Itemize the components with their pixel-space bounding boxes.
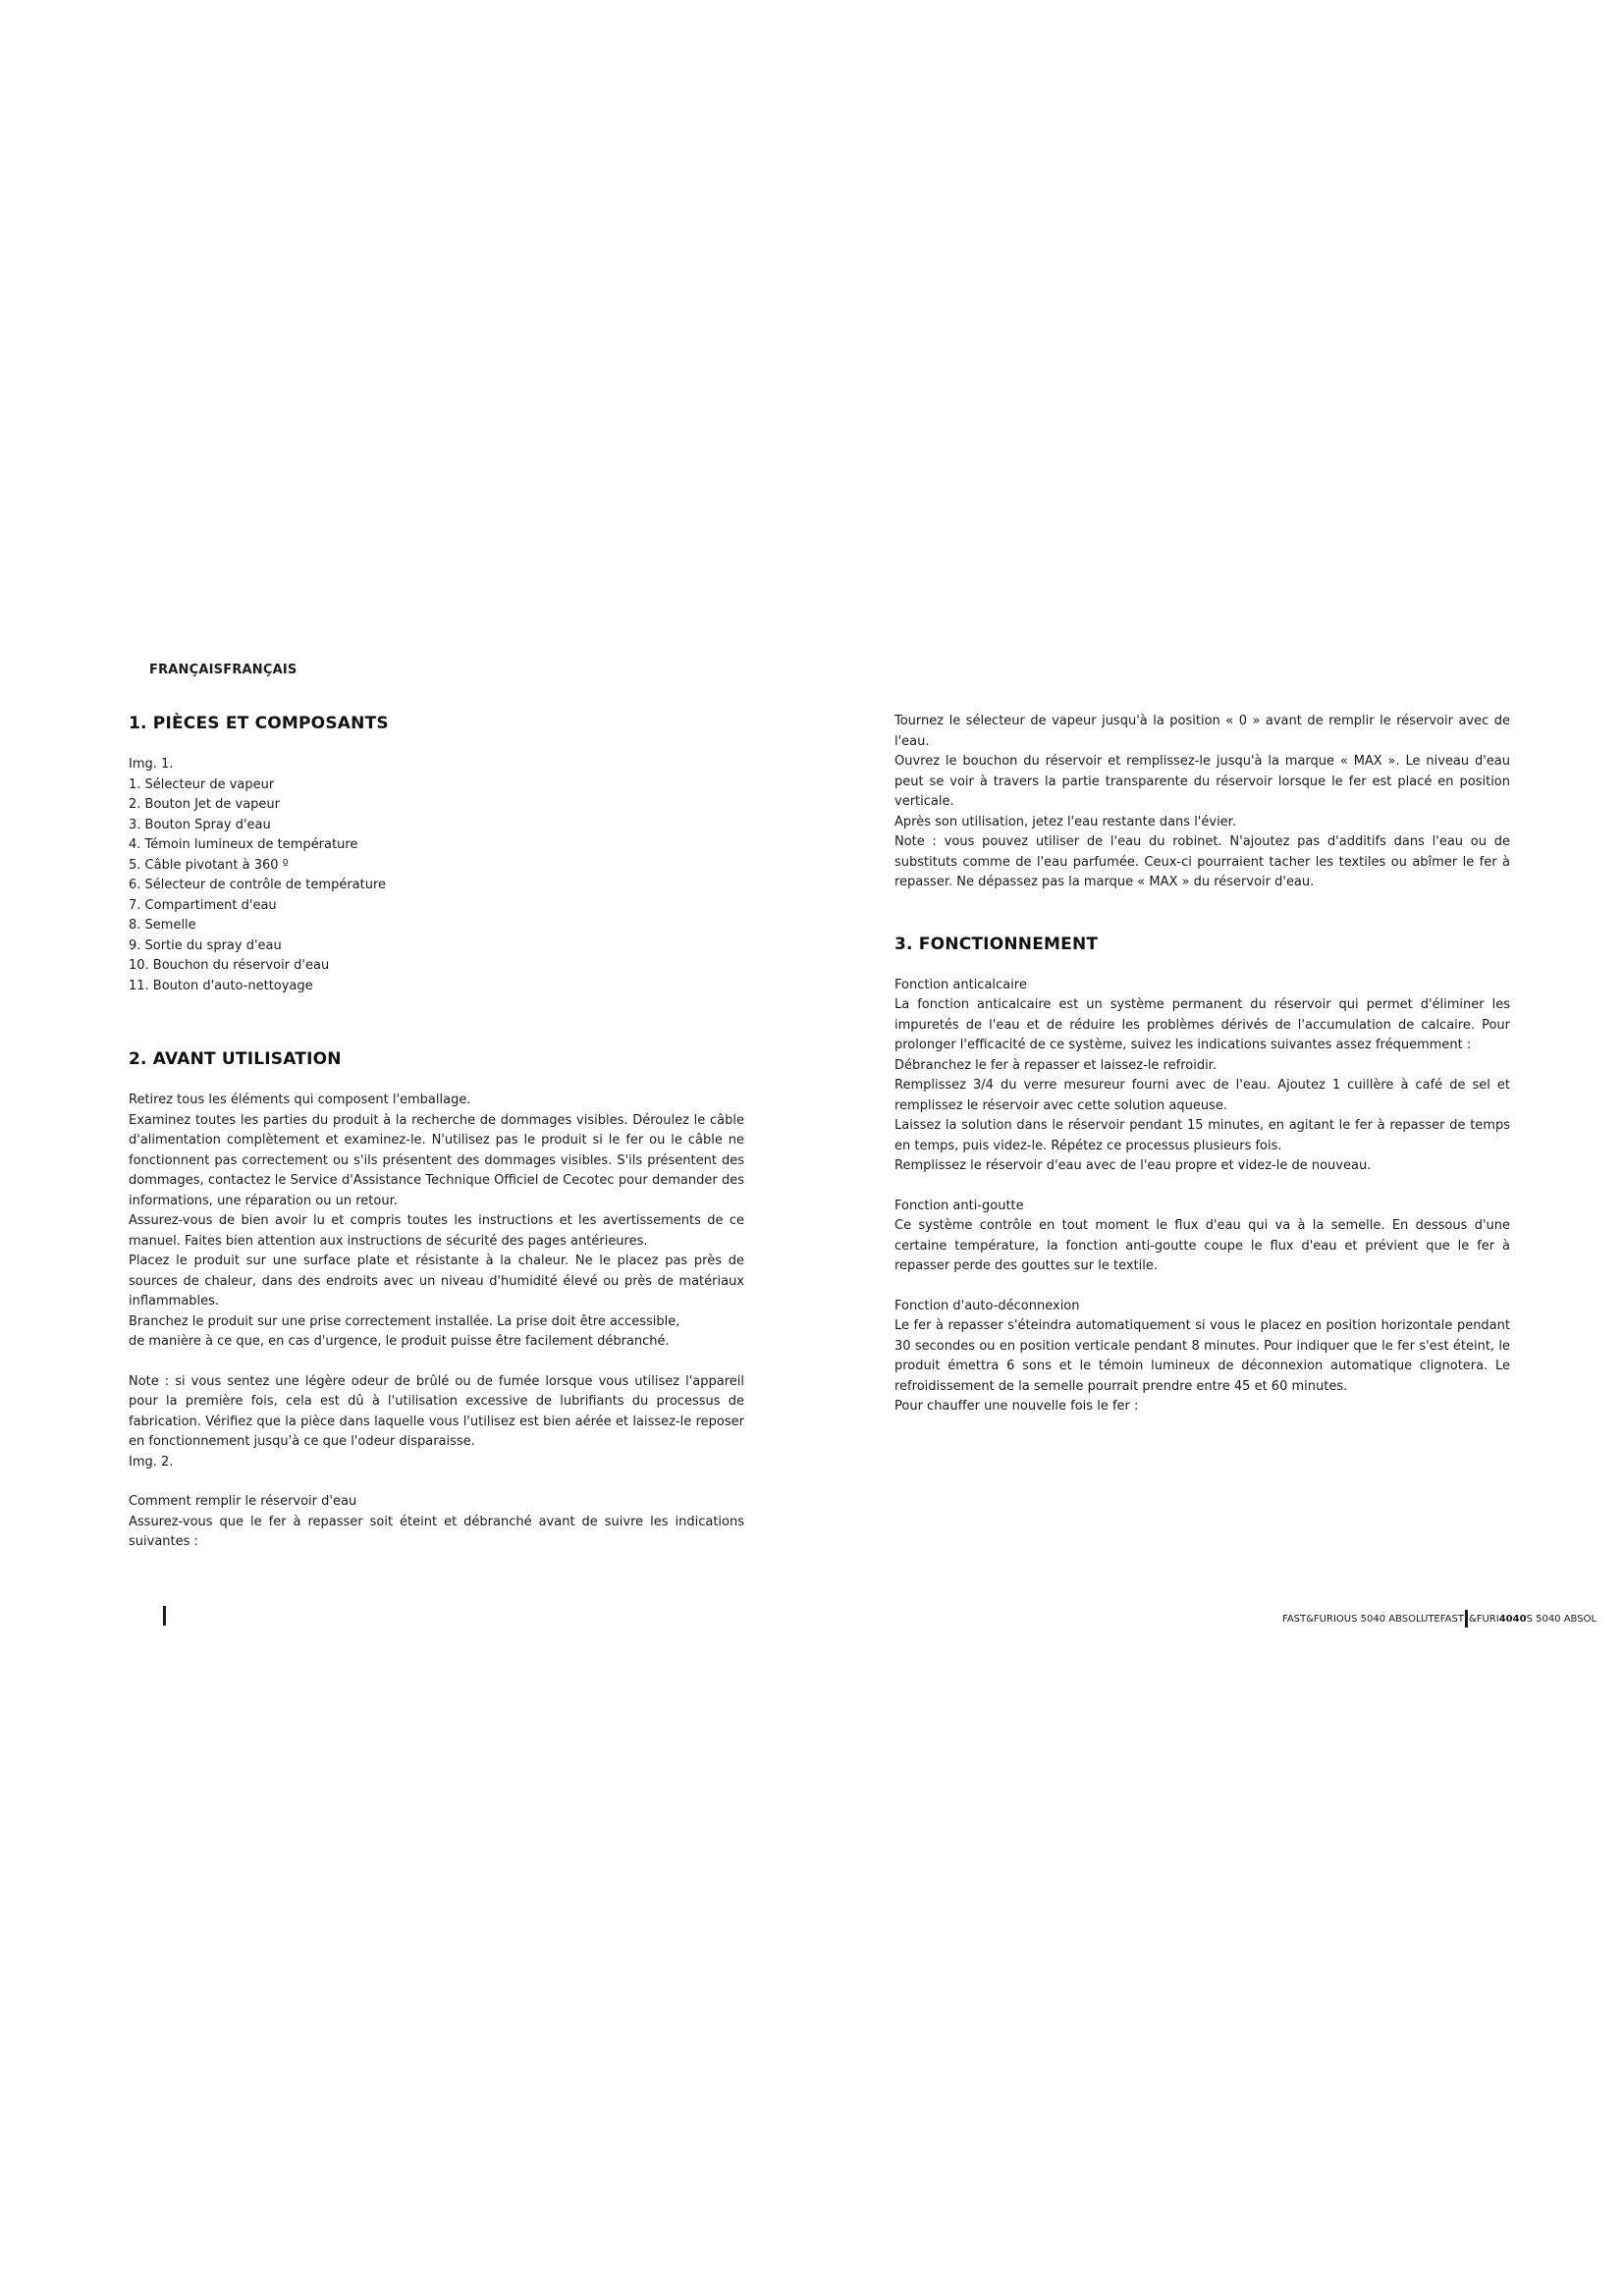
footer-product-name-mid: &FURI: [1468, 1614, 1499, 1625]
figure-label: Img. 2.: [129, 1454, 174, 1469]
paragraph: Laissez la solution dans le réservoir pendant 15 minutes, en agitant le fer à repasser de temps en temps, puis videz-le. Répétez ce processus plusieurs fois.: [894, 1118, 1510, 1153]
footer-divider: [1465, 1610, 1468, 1628]
section-title-parts: 1. PIÈCES ET COMPOSANTS: [129, 714, 389, 733]
paragraph: Branchez le produit sur une prise correctement installée. La prise doit être accessible,: [129, 1313, 680, 1329]
paragraph: Pour chauffer une nouvelle fois le fer :: [894, 1399, 1139, 1414]
subsection-title-fill-tank: Comment remplir le réservoir d'eau: [129, 1494, 357, 1509]
list-item: 2. Bouton Jet de vapeur: [129, 797, 281, 812]
subsection-title-anticalc: Fonction anticalcaire: [894, 977, 1027, 992]
footer-product-name: FAST&FURIOUS 5040 ABSOLUTEFAST: [1282, 1614, 1464, 1625]
paragraph: Le fer à repasser s'éteindra automatiquement si vous le placez en position horizontale pendant 30 secondes ou en position verticale pendant 8 minutes. Pour indiquer que le fer s'est éteint, le produit émettra 6 sons et le témoin lumineux de déconnexion automatique clignotera. Le refroidissement de la semelle pourrait prendre entre 45 et 60 minutes.: [894, 1318, 1510, 1394]
paragraph: Remplissez le réservoir d'eau avec de l'eau propre et videz-le de nouveau.: [894, 1158, 1372, 1173]
paragraph: de manière à ce que, en cas d'urgence, le produit puisse être facilement débranché.: [129, 1334, 670, 1349]
footer-page-number: 4040: [1498, 1614, 1527, 1625]
list-item: 8. Semelle: [129, 918, 196, 933]
subsection-title-antidrip: Fonction anti-goutte: [894, 1198, 1024, 1213]
footer-product: [1282, 1610, 1597, 1628]
list-item: 5. Câble pivotant à 360 º: [129, 857, 289, 873]
section-title-before-use: 2. AVANT UTILISATION: [129, 1049, 342, 1069]
list-item: 11. Bouton d'auto-nettoyage: [129, 978, 313, 993]
list-item: 6. Sélecteur de contrôle de température: [129, 878, 387, 892]
paragraph: Remplissez 3/4 du verre mesureur fourni avec de l'eau. Ajoutez 1 cuillère à café de sel et remplissez le réservoir avec cette solution aqueuse.: [894, 1078, 1510, 1113]
right-column: [894, 712, 1510, 1417]
footer-product-name-end: S 5040 ABSOL: [1526, 1614, 1597, 1625]
paragraph: Assurez-vous de bien avoir lu et compris toutes les instructions et les avertissements de ce manuel. Faites bien attention aux instructions de sécurité des pages antérieures.: [129, 1213, 744, 1249]
list-item: 10. Bouchon du réservoir d'eau: [129, 958, 330, 973]
paragraph: Débranchez le fer à repasser et laissez-le refroidir.: [894, 1057, 1217, 1073]
note-paragraph: Note : vous pouvez utiliser de l'eau du robinet. N'ajoutez pas d'additifs dans l'eau ou de substituts comme de l'eau parfumée. Ceux-ci pourraient tacher les textiles ou abîmer le fer à repasser. Ne dépassez pas la marque « MAX » du réservoir d'eau.: [894, 834, 1510, 889]
list-item: 9. Sortie du spray d'eau: [129, 937, 282, 953]
paragraph: Retirez tous les éléments qui composent l'emballage.: [129, 1093, 471, 1107]
paragraph: Ce système contrôle en tout moment le flux d'eau qui va à la semelle. En dessous d'une certaine température, la fonction anti-goutte coupe le flux d'eau et prévient que le fer à repasser perde des gouttes sur le textile.: [894, 1218, 1510, 1273]
paragraph: Assurez-vous que le fer à repasser soit éteint et débranché avant de suivre les indications suivantes :: [129, 1514, 744, 1549]
footer-left-bar: [163, 1606, 166, 1626]
list-item: 7. Compartiment d'eau: [129, 897, 277, 913]
section-title-operation: 3. FONCTIONNEMENT: [894, 934, 1099, 954]
page-language-header: FRANÇAISFRANÇAIS: [149, 663, 298, 677]
paragraph: Ouvrez le bouchon du réservoir et remplissez-le jusqu'à la marque « MAX ». Le niveau d'eau peut se voir à travers la partie transparente du réservoir lorsque le fer est placé en position verticale.: [894, 754, 1510, 809]
figure-label: Img. 1.: [129, 757, 174, 772]
paragraph: Placez le produit sur une surface plate et résistante à la chaleur. Ne le placez pas près de sources de chaleur, dans des endroits avec un niveau d'humidité élevé ou près de matériaux inflammables.: [129, 1254, 744, 1308]
list-item: 1. Sélecteur de vapeur: [129, 776, 275, 792]
list-item: 3. Bouton Spray d'eau: [129, 817, 271, 832]
parts-list: [129, 775, 744, 997]
list-item: 4. Témoin lumineux de température: [129, 837, 358, 852]
paragraph: Tournez le sélecteur de vapeur jusqu'à la position « 0 » avant de remplir le réservoir avec de l'eau.: [894, 714, 1510, 749]
left-column: [129, 712, 744, 1553]
paragraph: La fonction anticalcaire est un système permanent du réservoir qui permet d'éliminer les impuretés de l'eau et de réduire les problèmes dérivés de l'accumulation de calcaire. Pour prolonger l'efficacité de ce système, suivez les indications suivantes assez fréquemment :: [894, 997, 1510, 1052]
note-paragraph: Note : si vous sentez une légère odeur de brûlé ou de fumée lorsque vous utilisez l'appareil pour la première fois, cela est dû à l'utilisation excessive de lubrifiants du processus de fabrication. Vérifiez que la pièce dans laquelle vous l'utilisez est bien aérée et laissez-le reposer en fonctionnement jusqu'à ce que l'odeur disparaisse.: [129, 1373, 744, 1449]
paragraph: Après son utilisation, jetez l'eau restante dans l'évier.: [894, 814, 1236, 829]
paragraph: Examinez toutes les parties du produit à la recherche de dommages visibles. Déroulez le câble d'alimentation complètement et examinez-le. N'utilisez pas le produit si le fer ou le câble ne fonctionnent pas correctement ou s'ils présentent des dommages visibles. S'ils présentent des dommages, contactez le Service d'Assistance Technique Officiel de Cecotec pour demander des informations, une réparation ou un retour.: [129, 1112, 744, 1208]
subsection-title-auto-off: Fonction d'auto-déconnexion: [894, 1298, 1080, 1313]
